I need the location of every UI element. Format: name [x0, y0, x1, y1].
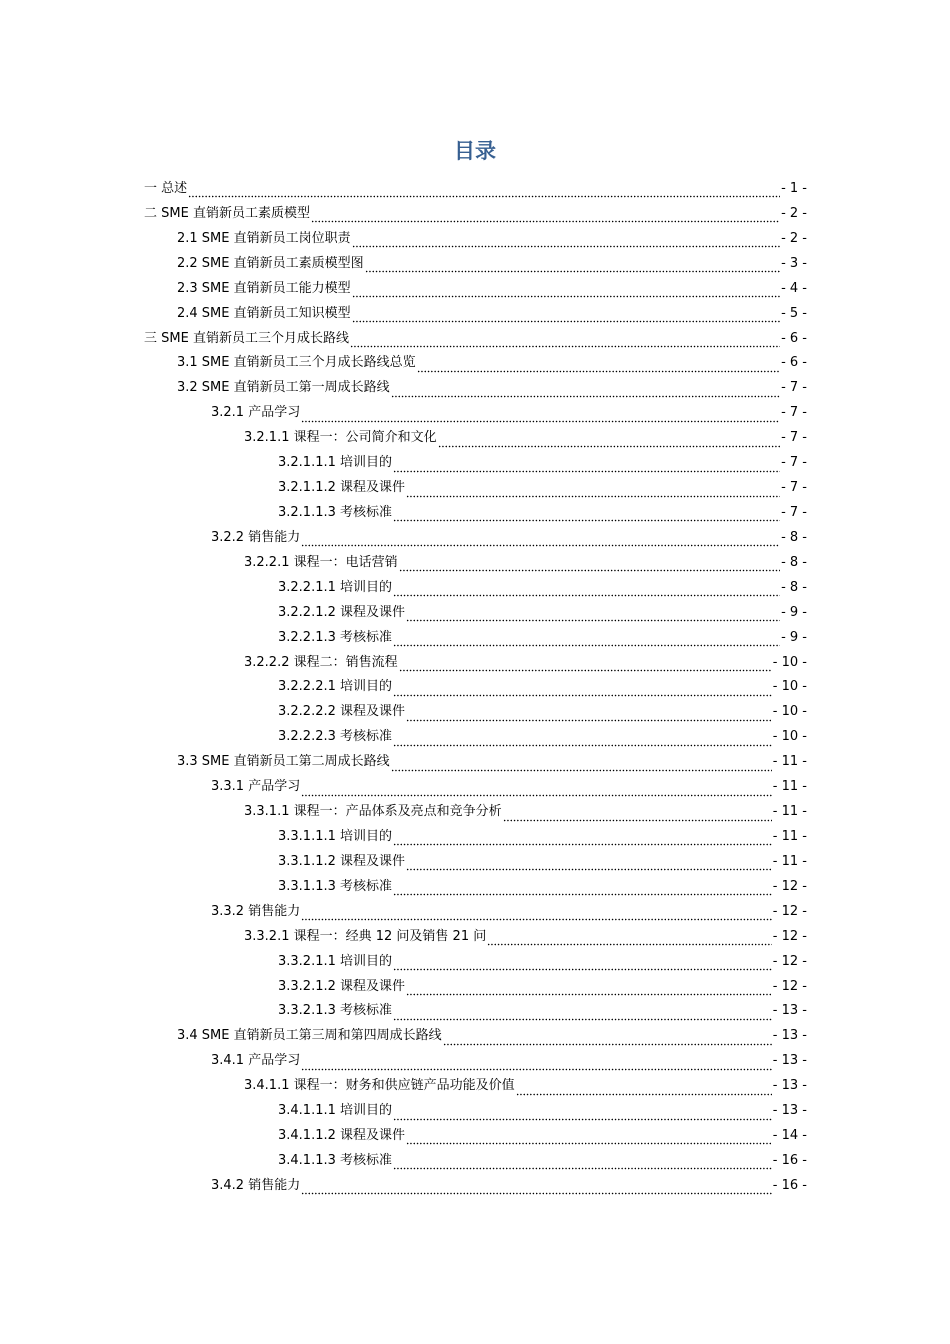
toc-entry-text: 3.3.1.1 课程一：产品体系及亮点和竞争分析	[244, 804, 502, 820]
toc-entry-page-number: - 16 -	[772, 1177, 807, 1193]
toc-entry-text: 二 SME 直销新员工素质模型	[144, 205, 310, 221]
toc-entry[interactable]	[144, 451, 807, 476]
toc-entry-page-number: - 11 -	[772, 853, 807, 869]
toc-title: 目录	[454, 138, 496, 163]
toc-entry-page-number: - 3 -	[781, 255, 807, 271]
toc-entry[interactable]	[144, 227, 807, 252]
toc-entry[interactable]	[144, 252, 807, 277]
toc-entry-page-number: - 10 -	[772, 654, 807, 670]
toc-dot-leader	[417, 361, 780, 373]
toc-entry[interactable]	[144, 800, 807, 825]
toc-entry[interactable]	[144, 975, 807, 1000]
toc-entry-text: 2.3 SME 直销新员工能力模型	[177, 280, 351, 296]
toc-dot-leader	[516, 1084, 772, 1096]
toc-dot-leader	[301, 1059, 772, 1071]
toc-entry[interactable]	[144, 501, 807, 526]
toc-entry-page-number: - 8 -	[781, 529, 807, 545]
toc-entry[interactable]	[144, 626, 807, 651]
toc-dot-leader	[301, 1183, 772, 1195]
toc-entry[interactable]	[144, 1174, 807, 1199]
toc-dot-leader	[393, 510, 780, 522]
toc-dot-leader	[487, 934, 772, 946]
toc-entry[interactable]	[144, 725, 807, 750]
toc-dot-leader	[399, 560, 780, 572]
toc-entry-page-number: - 7 -	[781, 455, 807, 471]
toc-entry[interactable]	[144, 950, 807, 975]
toc-entry-page-number: - 13 -	[772, 1103, 807, 1119]
toc-entry-text: 3.2.1 产品学习	[211, 405, 301, 421]
toc-entry[interactable]	[144, 700, 807, 725]
toc-entry[interactable]	[144, 376, 807, 401]
toc-dot-leader	[393, 461, 780, 473]
toc-entry[interactable]	[144, 999, 807, 1024]
toc-entry[interactable]	[144, 675, 807, 700]
toc-entry-page-number: - 13 -	[772, 1003, 807, 1019]
toc-dot-leader	[393, 884, 772, 896]
toc-dot-leader	[393, 735, 772, 747]
toc-entry-text: 3.3.1.1.3 考核标准	[278, 878, 393, 894]
toc-entry-page-number: - 16 -	[772, 1152, 807, 1168]
toc-entry-text: 3.2.1.1.1 培训目的	[278, 455, 393, 471]
toc-entry-page-number: - 1 -	[781, 181, 807, 196]
toc-entry-page-number: - 4 -	[781, 280, 807, 296]
toc-entry-page-number: - 8 -	[781, 554, 807, 570]
toc-dot-leader	[393, 959, 772, 971]
toc-entry[interactable]	[144, 850, 807, 875]
toc-dot-leader	[406, 486, 780, 498]
toc-dot-leader	[391, 386, 780, 398]
toc-entry[interactable]	[144, 1074, 807, 1099]
toc-dot-leader	[438, 436, 780, 448]
toc-entry[interactable]	[144, 551, 807, 576]
toc-dot-leader	[393, 635, 780, 647]
toc-entry-text: 3.1 SME 直销新员工三个月成长路线总览	[177, 355, 416, 371]
toc-entry-text: 2.4 SME 直销新员工知识模型	[177, 305, 351, 321]
toc-entry[interactable]	[144, 526, 807, 551]
toc-entry-text: 3.3.2.1.3 考核标准	[278, 1003, 393, 1019]
toc-entry[interactable]	[144, 1149, 807, 1174]
toc-entry-text: 3.3.1.1.2 课程及课件	[278, 853, 406, 869]
toc-entry-page-number: - 6 -	[781, 330, 807, 346]
toc-entry-page-number: - 12 -	[772, 903, 807, 919]
toc-dot-leader	[352, 236, 780, 248]
toc-dot-leader	[391, 760, 772, 772]
toc-entry[interactable]	[144, 476, 807, 501]
toc-entry[interactable]	[144, 875, 807, 900]
toc-entry[interactable]	[144, 1049, 807, 1074]
toc-entry-page-number: - 7 -	[781, 405, 807, 421]
toc-entry-page-number: - 12 -	[772, 953, 807, 969]
toc-entry-text: 3.3.1 产品学习	[211, 779, 301, 795]
toc-entry[interactable]	[144, 351, 807, 376]
toc-entry-text: 3.4.1.1.3 考核标准	[278, 1152, 393, 1168]
toc-entry[interactable]	[144, 750, 807, 775]
toc-entry[interactable]	[144, 401, 807, 426]
toc-entry-text: 3.3.1.1.1 培训目的	[278, 828, 393, 844]
toc-entry[interactable]	[144, 576, 807, 601]
toc-dot-leader	[393, 1009, 772, 1021]
toc-entry-text: 3.2.2.2 课程二：销售流程	[244, 654, 398, 670]
toc-entry[interactable]	[144, 302, 807, 327]
toc-entry-page-number: - 13 -	[772, 1053, 807, 1069]
toc-entry-text: 3.3.2.1.2 课程及课件	[278, 978, 406, 994]
toc-entry[interactable]	[144, 825, 807, 850]
toc-entry[interactable]	[144, 601, 807, 626]
toc-dot-leader	[301, 535, 780, 547]
toc-dot-leader	[311, 211, 780, 223]
toc-entry-page-number: - 11 -	[772, 828, 807, 844]
toc-dot-leader	[406, 984, 772, 996]
toc-entry-text: 3.4.2 销售能力	[211, 1177, 301, 1193]
toc-entry-page-number: - 10 -	[772, 704, 807, 720]
toc-entry-text: 3.4.1 产品学习	[211, 1053, 301, 1069]
toc-entry[interactable]	[144, 202, 807, 227]
toc-entry-text: 3.2.1.1.2 课程及课件	[278, 480, 406, 496]
toc-entry[interactable]	[144, 327, 807, 352]
toc-entry-text: 3.2.2.2.2 课程及课件	[278, 704, 406, 720]
toc-entry-text: 3.3.2.1 课程一：经典 12 问及销售 21 问	[244, 928, 487, 944]
toc-entry-page-number: - 13 -	[772, 1078, 807, 1094]
toc-entry-text: 3.2.2.1 课程一：电话营销	[244, 554, 398, 570]
toc-dot-leader	[443, 1034, 772, 1046]
toc-entry-text: 3.3.2.1.1 培训目的	[278, 953, 393, 969]
toc-dot-leader	[406, 859, 772, 871]
toc-dot-leader	[301, 411, 780, 423]
toc-entry-page-number: - 12 -	[772, 878, 807, 894]
toc-dot-leader	[301, 909, 772, 921]
toc-entry-text: 3.2.2.2.1 培训目的	[278, 679, 393, 695]
toc-dot-leader	[352, 286, 780, 298]
toc-entry-text: 3.2.1.1 课程一：公司简介和文化	[244, 430, 437, 446]
toc-dot-leader	[365, 261, 780, 273]
toc-dot-leader	[399, 660, 772, 672]
toc-entry-page-number: - 11 -	[772, 804, 807, 820]
toc-entry-page-number: - 6 -	[781, 355, 807, 371]
toc-entry-text: 2.1 SME 直销新员工岗位职责	[177, 230, 351, 246]
toc-dot-leader	[393, 1158, 772, 1170]
toc-entry-page-number: - 7 -	[781, 480, 807, 496]
toc-entry-page-number: - 2 -	[781, 205, 807, 221]
toc-entry-page-number: - 12 -	[772, 978, 807, 994]
toc-dot-leader	[350, 336, 780, 348]
toc-entry-text: 三 SME 直销新员工三个月成长路线	[144, 330, 349, 346]
toc-entry[interactable]	[144, 651, 807, 676]
toc-entry-page-number: - 10 -	[772, 729, 807, 745]
toc-dot-leader	[301, 785, 772, 797]
toc-entry-text: 3.2.1.1.3 考核标准	[278, 504, 393, 520]
toc-entry-text: 3.3.2 销售能力	[211, 903, 301, 919]
toc-dot-leader	[393, 1109, 772, 1121]
toc-entry-text: 3.2.2.2.3 考核标准	[278, 729, 393, 745]
toc-entry[interactable]	[144, 1124, 807, 1149]
toc-dot-leader	[393, 834, 772, 846]
toc-entry-page-number: - 5 -	[781, 305, 807, 321]
toc-entry-page-number: - 14 -	[772, 1128, 807, 1144]
toc-entry-page-number: - 11 -	[772, 779, 807, 795]
toc-entry-page-number: - 11 -	[772, 754, 807, 770]
toc-entry[interactable]	[144, 1024, 807, 1049]
toc-entry[interactable]	[144, 426, 807, 451]
toc-entry-text: 3.2.2.1.3 考核标准	[278, 629, 393, 645]
toc-dot-leader	[352, 311, 780, 323]
toc-entry-text: 2.2 SME 直销新员工素质模型图	[177, 255, 364, 271]
toc-entry-text: 3.4.1.1.2 课程及课件	[278, 1128, 406, 1144]
toc-entry-page-number: - 13 -	[772, 1028, 807, 1044]
toc-entry-page-number: - 7 -	[781, 430, 807, 446]
toc-entry[interactable]	[144, 1099, 807, 1124]
toc-dot-leader	[393, 685, 772, 697]
toc-entry-text: 3.2.2 销售能力	[211, 529, 301, 545]
toc-entry-page-number: - 9 -	[781, 604, 807, 620]
toc-entry-text: 3.2 SME 直销新员工第一周成长路线	[177, 380, 390, 396]
toc-entry[interactable]	[144, 900, 807, 925]
toc-entry-text: 3.3 SME 直销新员工第二周成长路线	[177, 754, 390, 770]
toc-entry-page-number: - 10 -	[772, 679, 807, 695]
toc-entry-page-number: - 12 -	[772, 928, 807, 944]
toc-entry-text: 3.4 SME 直销新员工第三周和第四周成长路线	[177, 1028, 442, 1044]
toc-dot-leader	[188, 186, 780, 198]
toc-dot-leader	[406, 710, 772, 722]
toc-dot-leader	[406, 1133, 772, 1145]
toc-entry-text: 3.4.1.1 课程一：财务和供应链产品功能及价值	[244, 1078, 515, 1094]
toc-dot-leader	[406, 610, 780, 622]
toc-entry-text: 3.4.1.1.1 培训目的	[278, 1103, 393, 1119]
toc-entry[interactable]	[144, 775, 807, 800]
toc-entry-text: 一 总述	[144, 181, 188, 196]
toc-entry[interactable]	[144, 925, 807, 950]
toc-entry[interactable]	[144, 277, 807, 302]
toc-entry-text: 3.2.2.1.1 培训目的	[278, 579, 393, 595]
toc-entry-page-number: - 8 -	[781, 579, 807, 595]
toc-list	[144, 177, 807, 1199]
toc-entry-page-number: - 9 -	[781, 629, 807, 645]
toc-entry-page-number: - 7 -	[781, 380, 807, 396]
toc-entry-text: 3.2.2.1.2 课程及课件	[278, 604, 406, 620]
toc-dot-leader	[503, 810, 772, 822]
toc-entry-page-number: - 7 -	[781, 504, 807, 520]
toc-entry-page-number: - 2 -	[781, 230, 807, 246]
toc-dot-leader	[393, 585, 780, 597]
toc-entry[interactable]	[144, 177, 807, 202]
